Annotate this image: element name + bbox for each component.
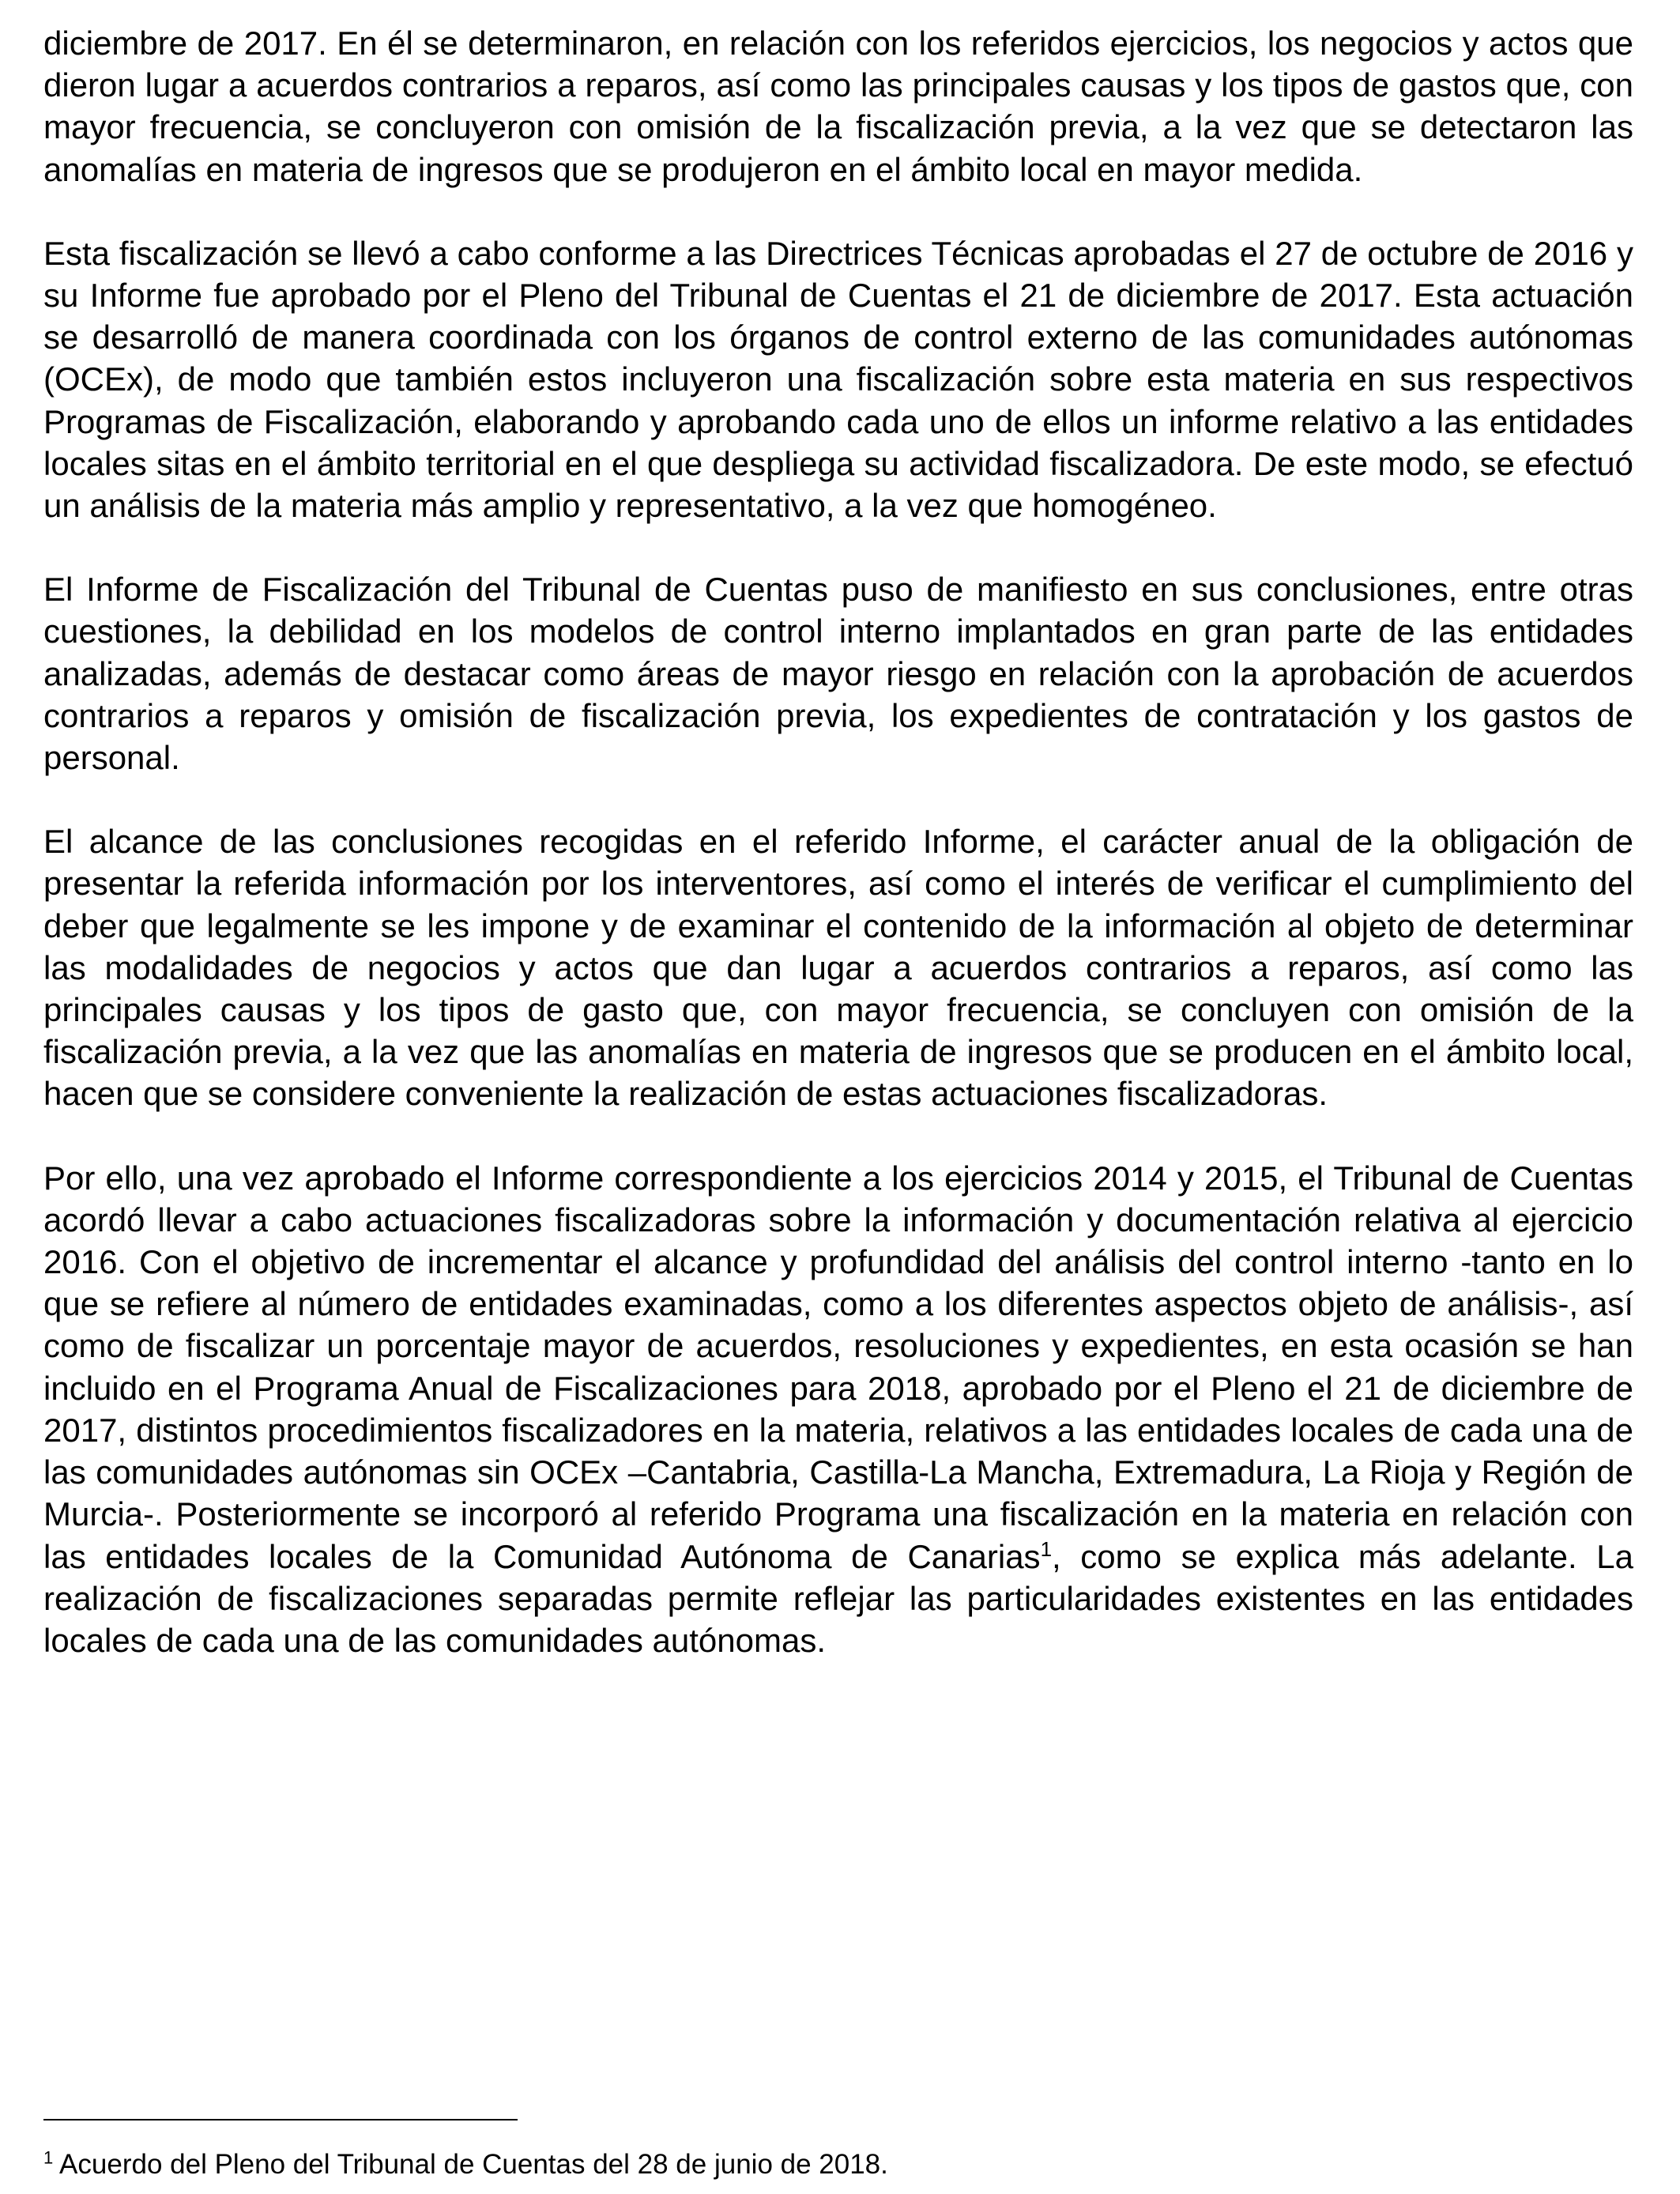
footnote-number: 1 [43, 2147, 54, 2168]
paragraph-4-text: El alcance de las conclusiones recogidas en el referido Informe, el carácter anual de la obligación de presentar la referida información por los interventores, así como el interés de verificar el cumplimiento del deber que legalmente se les impone y de examinar el contenido de la información al objeto de determinar las modalidades de negocios y actos que dan lugar a acuerdos contrarios a reparos, así como las principales causas y los tipos de gasto que, con mayor frecuencia, se concluyen con omisión de la fiscalización previa, a la vez que las anomalías en materia de ingresos que se producen en el ámbito local, hacen que se considere conveniente la realización de estas actuaciones fiscalizadoras. [43, 823, 1633, 1113]
paragraph-1-text: diciembre de 2017. En él se determinaron, en relación con los referidos ejercicios, los negocios y actos que dieron lugar a acuerdos contrarios a reparos, así como las principales causas y los tipos de gastos que, con mayor frecuencia, se concluyeron con omisión de la fiscalización previa, a la vez que se detectaron las anomalías en materia de ingresos que se produjeron en el ámbito local en mayor medida. [43, 25, 1633, 188]
footnote [43, 2147, 1633, 2182]
footnote-separator [43, 2119, 518, 2120]
footnote-reference[interactable]: 1 [1040, 1536, 1053, 1561]
paragraph-2-text: Esta fiscalización se llevó a cabo conforme a las Directrices Técnicas aprobadas el 27 de octubre de 2016 y su Informe fue aprobado por el Pleno del Tribunal de Cuentas el 21 de diciembre de 2017. Esta actuación se desarrolló de manera coordinada con los órganos de control externo de las comunidades autónomas (OCEx), de modo que también estos incluyeron una fiscalización sobre esta materia en sus respectivos Programas de Fiscalización, elaborando y aprobando cada uno de ellos un informe relativo a las entidades locales sitas en el ámbito territorial en el que despliega su actividad fiscalizadora. De este modo, se efectuó un análisis de la materia más amplio y representativo, a la vez que homogéneo. [43, 234, 1633, 525]
paragraph-5-text-after-ref: , como se explica más adelante. La realización de fiscalizaciones separadas permite reflejar las particularidades existentes en las entidades locales de cada una de las comunidades autónomas. [43, 1537, 1633, 1659]
paragraph-1 [43, 22, 1633, 190]
paragraph-4 [43, 820, 1633, 1114]
paragraph-3-text: El Informe de Fiscalización del Tribunal de Cuentas puso de manifiesto en sus conclusiones, entre otras cuestiones, la debilidad en los modelos de control interno implantados en gran parte de las entidades analizadas, además de destacar como áreas de mayor riesgo en relación con la aprobación de acuerdos contrarios a reparos y omisión de fiscalización previa, los expedientes de contratación y los gastos de personal. [43, 571, 1633, 777]
paragraph-5-text-before-ref: Por ello, una vez aprobado el Informe correspondiente a los ejercicios 2014 y 2015, el Tribunal de Cuentas acordó llevar a cabo actuaciones fiscalizadoras sobre la información y documentación relativa al ejercicio 2016. Con el objetivo de incrementar el alcance y profundidad del análisis del control interno -tanto en lo que se refiere al número de entidades examinadas, como a los diferentes aspectos objeto de análisis-, así como de fiscalizar un porcentaje mayor de acuerdos, resoluciones y expedientes, en esta ocasión se han incluido en el Programa Anual de Fiscalizaciones para 2018, aprobado por el Pleno el 21 de diciembre de 2017, distintos procedimientos fiscalizadores en la materia, relativos a las entidades locales de cada una de las comunidades autónomas sin OCEx –Cantabria, Castilla-La Mancha, Extremadura, La Rioja y Región de Murcia-. Posteriormente se incorporó al referido Programa una fiscalización en la materia en relación con las entidades locales de la Comunidad Autónoma de Canarias [43, 1159, 1633, 1575]
footnote-text: Acuerdo del Pleno del Tribunal de Cuentas del 28 de junio de 2018. [59, 2149, 888, 2180]
document-body [43, 22, 1633, 1703]
paragraph-3 [43, 568, 1633, 778]
paragraph-5 [43, 1157, 1633, 1661]
paragraph-2 [43, 232, 1633, 526]
